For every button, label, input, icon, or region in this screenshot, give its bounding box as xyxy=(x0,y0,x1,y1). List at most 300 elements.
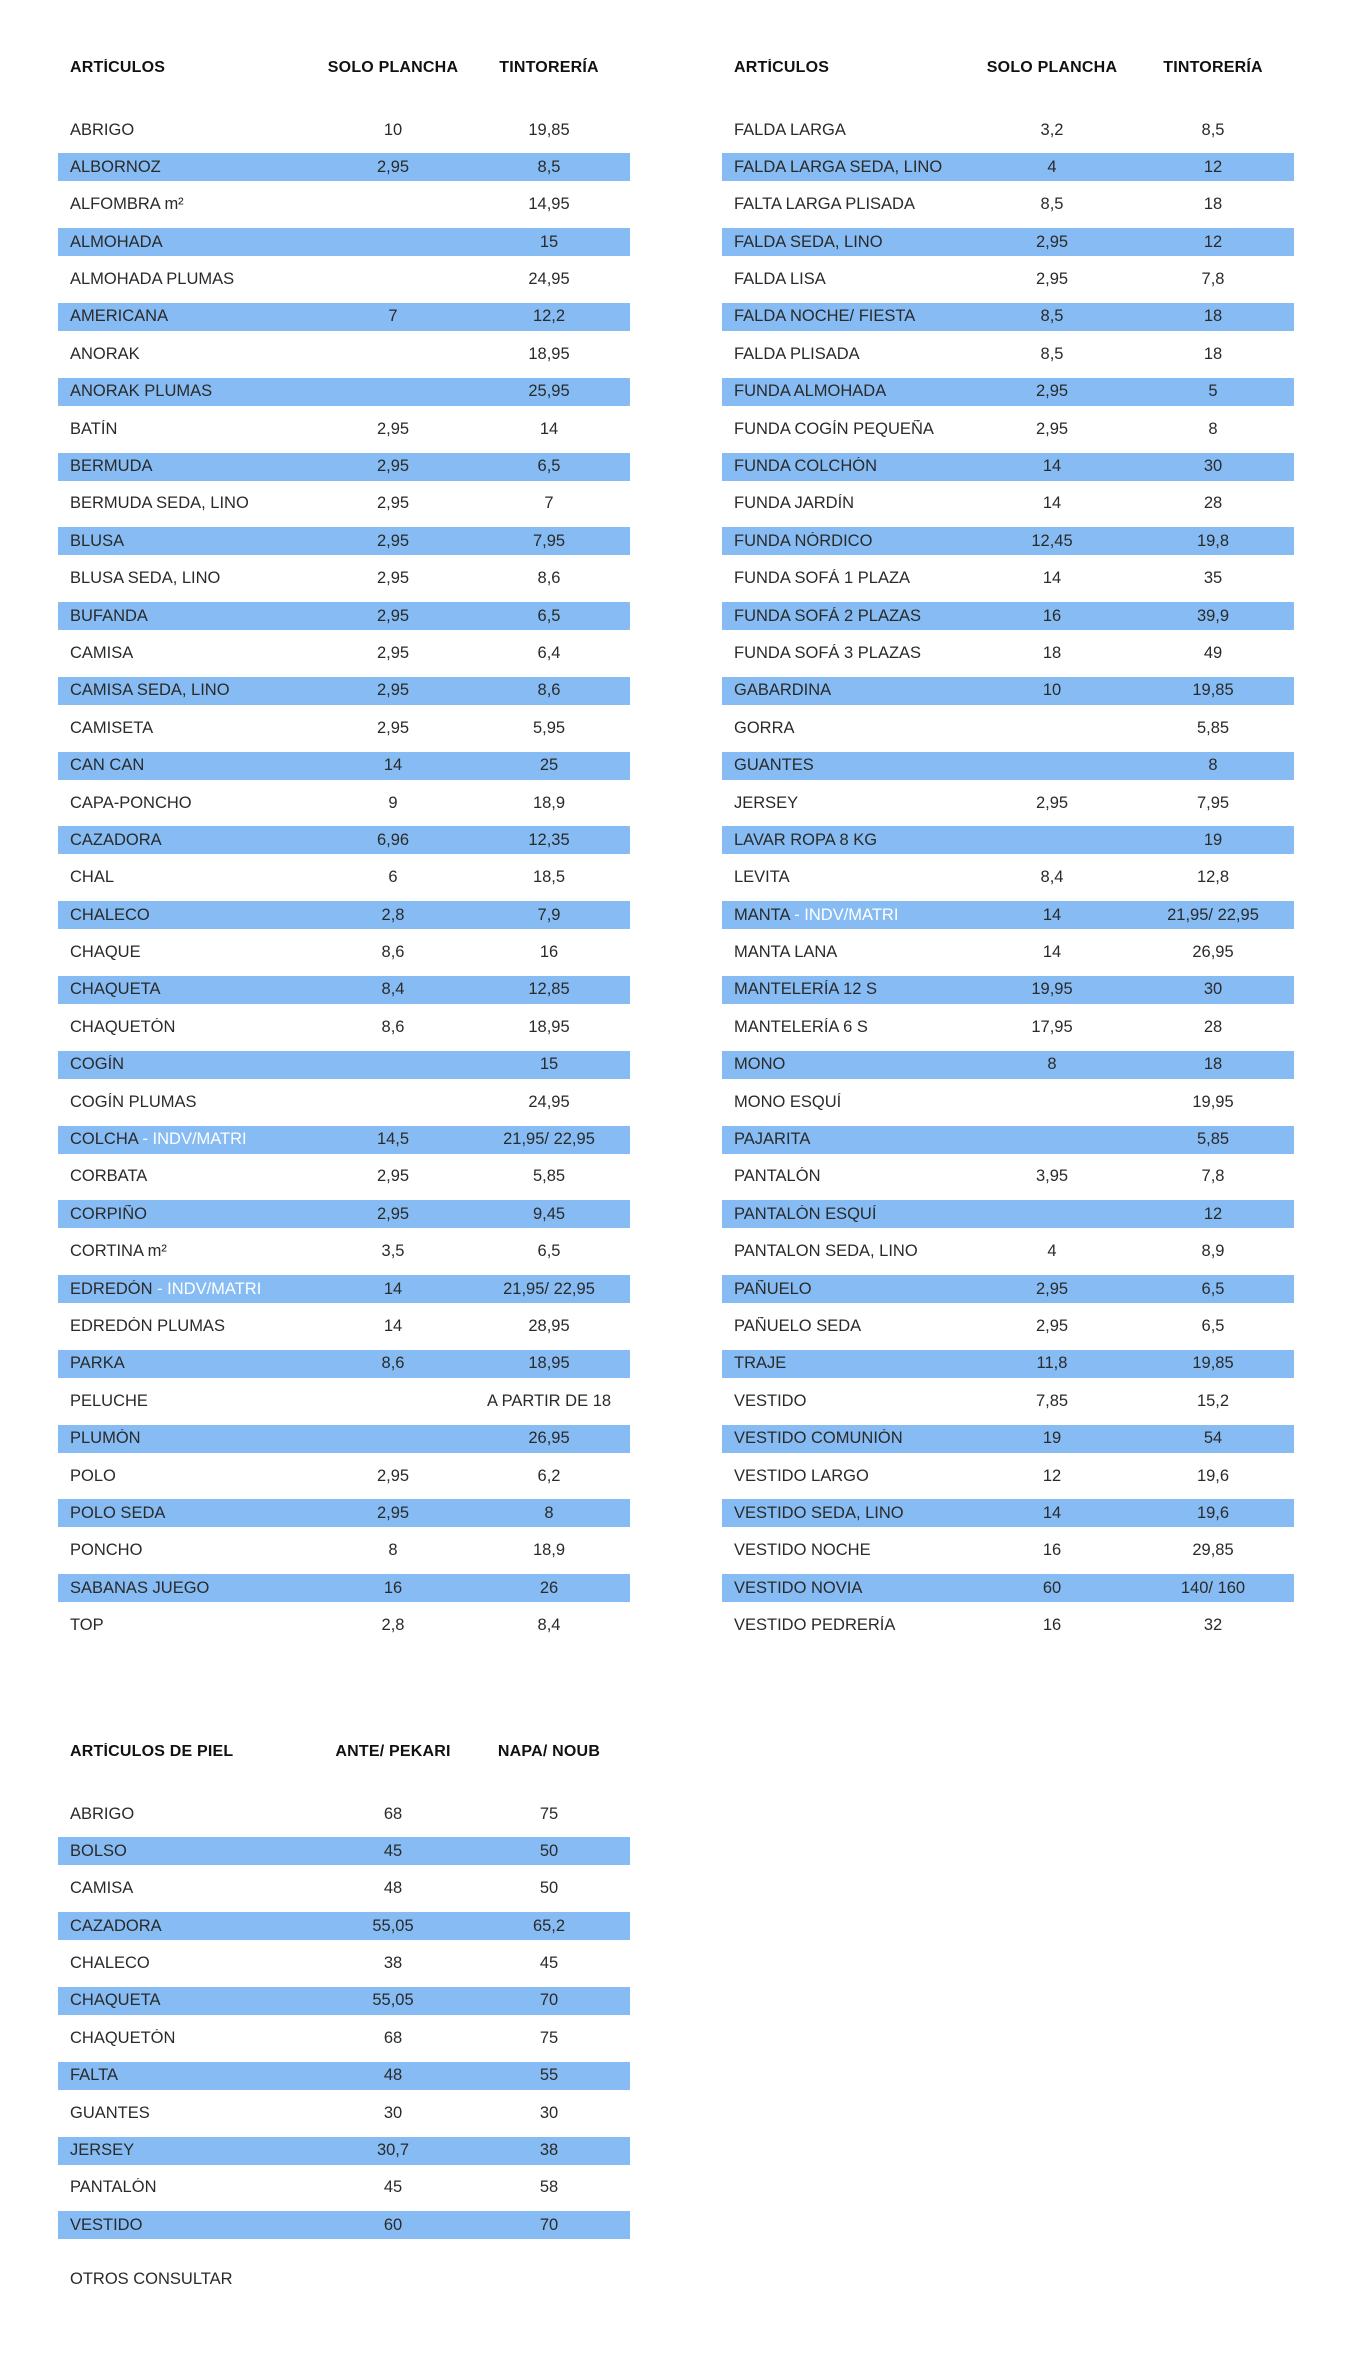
price-col-2: 16 xyxy=(1042,1541,1062,1560)
item-name xyxy=(58,121,318,140)
item-name xyxy=(722,1280,972,1299)
table-row xyxy=(58,2024,630,2052)
item-name xyxy=(722,1018,972,1037)
item-name xyxy=(58,1429,318,1448)
item-label: CAZADORA xyxy=(70,830,162,849)
table-body xyxy=(722,116,1294,1640)
price-col-2: 2,95 xyxy=(376,1204,410,1223)
item-name xyxy=(58,1842,318,1861)
table-row xyxy=(722,1350,1294,1378)
price-col-2: 2,95 xyxy=(1035,1317,1069,1335)
price-col-2: 2,95 xyxy=(376,494,410,513)
item-label: BLUSA SEDA, LINO xyxy=(70,569,221,588)
table-row xyxy=(722,1126,1294,1154)
price-col-2: 8,6 xyxy=(381,1017,405,1036)
header-napa-noub: NAPA/ NOUB xyxy=(497,1743,601,1760)
table-row xyxy=(58,789,630,817)
table-row xyxy=(58,228,630,256)
item-label: VESTIDO NOCHE xyxy=(734,1541,871,1560)
item-name xyxy=(58,233,318,252)
price-col-3: 21,95/ 22,95 xyxy=(503,1279,595,1298)
item-label: CAN CAN xyxy=(70,756,145,775)
item-label: PELUCHE xyxy=(70,1391,148,1410)
item-name xyxy=(58,1130,318,1149)
item-label: CAMISA xyxy=(70,1879,134,1898)
table-row xyxy=(722,1013,1294,1041)
table-row xyxy=(722,1275,1294,1303)
table-row xyxy=(722,153,1294,181)
item-label: CHALECO xyxy=(70,1954,150,1973)
item-label: FALDA LARGA xyxy=(734,120,846,139)
item-label: AMERICANA xyxy=(70,307,169,326)
table-row xyxy=(722,901,1294,929)
item-name xyxy=(722,494,972,513)
price-col-3: 6,5 xyxy=(537,1242,561,1261)
item-name xyxy=(58,719,318,738)
item-label: PAJARITA xyxy=(734,1130,811,1149)
price-col-2: 2,95 xyxy=(376,569,410,588)
item-label: CAMISA xyxy=(70,643,134,662)
item-label: VESTIDO PEDRERÍA xyxy=(734,1616,896,1635)
item-name xyxy=(58,681,318,700)
header-solo-plancha: SOLO PLANCHA xyxy=(986,59,1118,76)
item-name xyxy=(58,980,318,999)
item-label: PONCHO xyxy=(70,1541,143,1560)
item-label: MONO ESQUÍ xyxy=(734,1092,842,1111)
price-col-2: 11,8 xyxy=(1036,1354,1068,1373)
item-label: ABRIGO xyxy=(70,120,135,139)
item-name xyxy=(58,569,318,588)
price-col-3: 18,9 xyxy=(532,793,566,812)
price-col-3: 8,9 xyxy=(1201,1242,1225,1261)
item-name xyxy=(58,1616,318,1635)
price-col-2: 2,8 xyxy=(381,905,405,924)
price-col-2: 8,6 xyxy=(381,943,405,962)
price-col-3: 25,95 xyxy=(528,382,570,401)
item-name xyxy=(722,831,972,850)
item-label: FUNDA COLCHÓN xyxy=(734,457,878,476)
item-label: ANORAK PLUMAS xyxy=(70,382,213,401)
table-row xyxy=(58,1800,630,1828)
price-col-2: 2,95 xyxy=(376,1503,410,1522)
price-col-2: 14 xyxy=(383,1279,403,1298)
item-label: FUNDA JARDÍN xyxy=(734,494,855,513)
price-col-3: 24,95 xyxy=(528,270,570,289)
item-name xyxy=(58,494,318,513)
item-name xyxy=(58,1991,318,2010)
table-row xyxy=(58,303,630,331)
price-col-2: 8,6 xyxy=(381,1354,405,1373)
item-label: ABRIGO xyxy=(70,1804,135,1823)
table-row xyxy=(58,2099,630,2127)
table-row xyxy=(58,1200,630,1228)
item-label: GUANTES xyxy=(734,756,814,775)
price-col-3: 5,85 xyxy=(532,1167,566,1186)
item-label: ALBORNOZ xyxy=(70,157,161,176)
price-col-2: 14 xyxy=(1042,494,1062,513)
price-col-3: 6,5 xyxy=(537,606,561,625)
item-name xyxy=(722,1429,972,1448)
price-col-2: 14 xyxy=(1042,457,1062,476)
price-col-2: 2,95 xyxy=(376,1466,410,1485)
price-col-3: 19,6 xyxy=(1196,1503,1230,1522)
item-name xyxy=(722,1467,972,1486)
table-header xyxy=(58,54,630,82)
item-label: VESTIDO NOVIA xyxy=(734,1578,863,1597)
table-row xyxy=(722,939,1294,967)
item-name xyxy=(58,307,318,326)
price-col-3: 14 xyxy=(539,419,559,438)
item-name xyxy=(58,420,318,439)
price-col-3: 7,9 xyxy=(537,905,561,924)
price-col-3: 12,85 xyxy=(528,980,570,999)
price-col-3: 19,85 xyxy=(528,120,570,139)
table-row xyxy=(58,266,630,294)
item-label: GABARDINA xyxy=(734,681,832,700)
table-row xyxy=(58,1612,630,1640)
price-col-3: 75 xyxy=(539,2028,559,2047)
price-col-2: 14 xyxy=(1042,1503,1062,1522)
price-col-2: 2,95 xyxy=(376,643,410,662)
item-label: PAÑUELO xyxy=(734,1279,812,1298)
item-label: CAMISA SEDA, LINO xyxy=(70,681,230,700)
table-row xyxy=(58,2174,630,2202)
item-label: FUNDA COGÍN PEQUEÑA xyxy=(734,419,934,438)
table-row xyxy=(58,1950,630,1978)
price-col-3: 12 xyxy=(1203,157,1223,176)
price-col-3: 12 xyxy=(1203,1204,1223,1223)
price-col-3: 6,4 xyxy=(537,643,561,662)
item-label: BLUSA xyxy=(70,531,125,550)
price-col-3: 18 xyxy=(1203,195,1223,214)
table-row xyxy=(722,826,1294,854)
price-col-3: 26,95 xyxy=(528,1429,570,1448)
item-name xyxy=(58,532,318,551)
table-row xyxy=(722,1387,1294,1415)
item-label: VESTIDO COMUNIÓN xyxy=(734,1429,903,1448)
table-row xyxy=(722,303,1294,331)
header-articulos: ARTÍCULOS xyxy=(734,59,830,76)
table-row xyxy=(58,1574,630,1602)
price-col-3: 7,8 xyxy=(1201,270,1225,289)
item-name xyxy=(722,1130,972,1149)
item-name xyxy=(722,420,972,439)
item-name xyxy=(722,980,972,999)
price-col-2: 9 xyxy=(388,793,398,812)
price-col-3: 15,2 xyxy=(1196,1391,1230,1410)
price-col-2: 30,7 xyxy=(376,2141,410,2160)
price-col-3: 5,85 xyxy=(1196,1130,1230,1149)
price-col-2: 14 xyxy=(1042,905,1062,924)
table-row xyxy=(722,1238,1294,1266)
price-col-3: 15 xyxy=(539,232,559,251)
table-row xyxy=(58,901,630,929)
table-row xyxy=(58,1238,630,1266)
price-col-3: 45 xyxy=(539,1954,559,1973)
price-col-2: 14,5 xyxy=(376,1130,410,1149)
item-label: BERMUDA xyxy=(70,457,153,476)
item-label: PANTALON SEDA, LINO xyxy=(734,1242,918,1261)
item-name xyxy=(58,1579,318,1598)
price-col-2: 4 xyxy=(1047,1242,1057,1261)
item-name xyxy=(58,868,318,887)
header-tintoreria: TINTORERÍA xyxy=(499,59,599,76)
item-label: PARKA xyxy=(70,1354,125,1373)
item-label: CORPIÑO xyxy=(70,1204,148,1223)
item-name xyxy=(58,1805,318,1824)
table-row xyxy=(58,677,630,705)
price-col-2: 3,2 xyxy=(1040,120,1064,139)
item-label: FUNDA SOFÁ 2 PLAZAS xyxy=(734,606,922,625)
item-label: FUNDA NÓRDICO xyxy=(734,531,873,550)
table-row xyxy=(58,490,630,518)
table-row xyxy=(722,191,1294,219)
item-name xyxy=(722,1579,972,1598)
table-row xyxy=(722,976,1294,1004)
item-label: FALDA PLISADA xyxy=(734,344,860,363)
item-name xyxy=(722,270,972,289)
item-label: ANORAK xyxy=(70,344,140,363)
table-row xyxy=(722,864,1294,892)
item-label: CHAQUETA xyxy=(70,980,161,999)
table-row xyxy=(722,789,1294,817)
item-name xyxy=(58,831,318,850)
price-col-3: 49 xyxy=(1203,643,1223,662)
item-name xyxy=(58,1317,318,1336)
table-row xyxy=(58,1275,630,1303)
table-row xyxy=(58,191,630,219)
price-col-3: 6,5 xyxy=(1201,1279,1225,1298)
price-col-3: 16 xyxy=(539,943,559,962)
price-col-2: 6,96 xyxy=(376,830,410,849)
item-name xyxy=(58,1954,318,1973)
price-col-2: 2,95 xyxy=(376,157,410,176)
table-row xyxy=(722,565,1294,593)
item-name xyxy=(58,1354,318,1373)
price-col-3: 8 xyxy=(1208,419,1218,438)
price-col-3: 18,9 xyxy=(532,1541,566,1560)
price-col-3: 8,6 xyxy=(537,681,561,700)
item-label: BUFANDA xyxy=(70,606,148,625)
item-label: CHAQUETA xyxy=(70,1991,161,2010)
table-row xyxy=(722,527,1294,555)
table-row xyxy=(58,1013,630,1041)
price-col-2: 4 xyxy=(1047,157,1057,176)
table-row xyxy=(722,602,1294,630)
price-col-2: 48 xyxy=(383,1879,403,1898)
item-name xyxy=(58,1167,318,1186)
price-col-3: 18,95 xyxy=(528,1017,570,1036)
table-row xyxy=(58,378,630,406)
item-name xyxy=(58,1055,318,1074)
table-row xyxy=(722,752,1294,780)
price-col-2: 16 xyxy=(383,1578,403,1597)
item-label: CHAQUETÓN xyxy=(70,1017,176,1036)
item-name xyxy=(58,2141,318,2160)
price-col-3: 19,85 xyxy=(1192,1354,1234,1373)
item-name xyxy=(722,158,972,177)
price-col-2: 2,95 xyxy=(376,1167,410,1186)
item-name xyxy=(58,756,318,775)
table-row xyxy=(58,1462,630,1490)
table-row xyxy=(58,1051,630,1079)
price-col-3: 18,5 xyxy=(532,868,566,887)
price-col-3: 50 xyxy=(539,1879,559,1898)
item-name xyxy=(58,195,318,214)
table-row xyxy=(722,415,1294,443)
item-label: LEVITA xyxy=(734,868,790,887)
price-col-3: 8,5 xyxy=(1201,120,1225,139)
item-label: CHAL xyxy=(70,868,115,887)
item-label: BOLSO xyxy=(70,1841,127,1860)
item-label: PLUMÓN xyxy=(70,1429,141,1448)
item-name xyxy=(58,1917,318,1936)
price-col-3: 30 xyxy=(1203,980,1223,999)
price-col-3: 14,95 xyxy=(528,195,570,214)
item-name xyxy=(722,1616,972,1635)
price-col-3: 25 xyxy=(539,756,559,775)
price-col-3: 19,8 xyxy=(1196,531,1230,550)
price-col-2: 2,95 xyxy=(1035,419,1069,438)
table-row xyxy=(58,639,630,667)
price-col-3: 8 xyxy=(1208,756,1218,775)
item-label: SABANAS JUEGO xyxy=(70,1578,210,1597)
item-name xyxy=(58,1504,318,1523)
table-row xyxy=(722,1313,1294,1341)
item-name xyxy=(58,382,318,401)
item-name xyxy=(58,457,318,476)
table-row xyxy=(58,1126,630,1154)
price-col-3: 19,95 xyxy=(1192,1092,1234,1111)
item-label: MANTELERÍA 12 S xyxy=(734,980,878,999)
item-name xyxy=(722,382,972,401)
item-label: CHAQUE xyxy=(70,943,141,962)
table-row xyxy=(722,639,1294,667)
table-row xyxy=(58,1537,630,1565)
price-col-3: 65,2 xyxy=(532,1916,566,1935)
item-label: CORBATA xyxy=(70,1167,148,1186)
table-row xyxy=(58,116,630,144)
item-label: GORRA xyxy=(734,718,795,737)
table-row xyxy=(58,2211,630,2239)
price-col-3: 19,85 xyxy=(1192,681,1234,700)
price-col-3: 7,95 xyxy=(1196,793,1230,812)
item-name xyxy=(58,644,318,663)
price-col-2: 2,95 xyxy=(1035,270,1069,289)
price-col-2: 45 xyxy=(383,1841,403,1860)
price-col-3: 70 xyxy=(539,1991,559,2010)
item-label: FALTA LARGA PLISADA xyxy=(734,195,915,214)
item-label: MANTA xyxy=(734,905,790,924)
item-name xyxy=(58,1541,318,1560)
item-label: VESTIDO SEDA, LINO xyxy=(734,1503,904,1522)
item-label: EDREDÓN xyxy=(70,1279,153,1298)
item-label: TOP xyxy=(70,1616,104,1635)
price-col-3: 35 xyxy=(1203,569,1223,588)
price-col-3: 5 xyxy=(1208,382,1218,401)
table-row xyxy=(722,1200,1294,1228)
price-col-2: 8,5 xyxy=(1040,195,1064,214)
price-col-3: 12 xyxy=(1203,232,1223,251)
price-col-2: 12,45 xyxy=(1031,531,1073,550)
item-name xyxy=(58,1205,318,1224)
price-col-2: 19,95 xyxy=(1031,980,1073,999)
item-name xyxy=(58,2104,318,2123)
item-name xyxy=(722,719,972,738)
table-row xyxy=(58,1499,630,1527)
item-label: FUNDA SOFÁ 3 PLAZAS xyxy=(734,643,922,662)
price-col-2: 68 xyxy=(383,1804,403,1823)
price-col-2: 3,5 xyxy=(381,1242,405,1261)
item-name xyxy=(58,607,318,626)
price-col-2: 2,95 xyxy=(376,718,410,737)
price-col-2: 10 xyxy=(383,120,403,139)
header-articulos-de-piel: ARTÍCULOS DE PIEL xyxy=(70,1743,234,1760)
price-col-3: 24,95 xyxy=(528,1092,570,1111)
price-col-2: 55,05 xyxy=(372,1916,414,1935)
table-row xyxy=(58,714,630,742)
item-name xyxy=(58,2066,318,2085)
price-col-3: 19,6 xyxy=(1196,1466,1230,1485)
item-name xyxy=(722,1541,972,1560)
table-row xyxy=(722,1425,1294,1453)
table-row xyxy=(58,1987,630,2015)
price-col-2: 2,95 xyxy=(376,681,410,700)
price-col-3: 55 xyxy=(539,2066,559,2085)
table-row xyxy=(58,527,630,555)
table-row xyxy=(58,565,630,593)
item-label: CAPA-PONCHO xyxy=(70,793,192,812)
item-name xyxy=(722,756,972,775)
price-col-2: 14 xyxy=(383,756,403,775)
item-label: FALDA LISA xyxy=(734,270,826,289)
price-col-3: 5,85 xyxy=(1196,718,1230,737)
price-col-3: 18,95 xyxy=(528,344,570,363)
price-col-3: 7,95 xyxy=(532,531,566,550)
item-label: FALTA xyxy=(70,2066,118,2085)
table-row xyxy=(722,453,1294,481)
item-name xyxy=(722,457,972,476)
price-col-3: A PARTIR DE 18 xyxy=(486,1391,612,1410)
item-name xyxy=(58,2216,318,2235)
table-row xyxy=(722,490,1294,518)
price-col-2: 68 xyxy=(383,2028,403,2047)
price-col-3: 18,95 xyxy=(528,1354,570,1373)
price-col-3: 39,9 xyxy=(1196,606,1230,625)
price-col-2: 12 xyxy=(1042,1466,1062,1485)
item-name xyxy=(722,1317,972,1336)
table-row xyxy=(58,752,630,780)
item-label: GUANTES xyxy=(70,2103,150,2122)
price-col-3: 15 xyxy=(539,1055,559,1074)
price-col-2: 16 xyxy=(1042,1616,1062,1635)
table-row xyxy=(722,1499,1294,1527)
price-col-2: 38 xyxy=(383,1954,403,1973)
item-label: PANTALÓN ESQUÍ xyxy=(734,1204,877,1223)
item-name xyxy=(58,2178,318,2197)
price-col-2: 7,85 xyxy=(1035,1391,1069,1410)
price-col-3: 32 xyxy=(1203,1616,1223,1635)
item-name xyxy=(722,307,972,326)
price-col-3: 7 xyxy=(544,494,554,513)
item-name xyxy=(58,1392,318,1411)
price-col-3: 28 xyxy=(1203,494,1223,513)
item-label: CAZADORA xyxy=(70,1916,162,1935)
table-row xyxy=(722,1537,1294,1565)
item-label: PANTALÓN xyxy=(734,1167,821,1186)
price-col-3: 29,85 xyxy=(1192,1541,1234,1560)
item-name xyxy=(58,943,318,962)
